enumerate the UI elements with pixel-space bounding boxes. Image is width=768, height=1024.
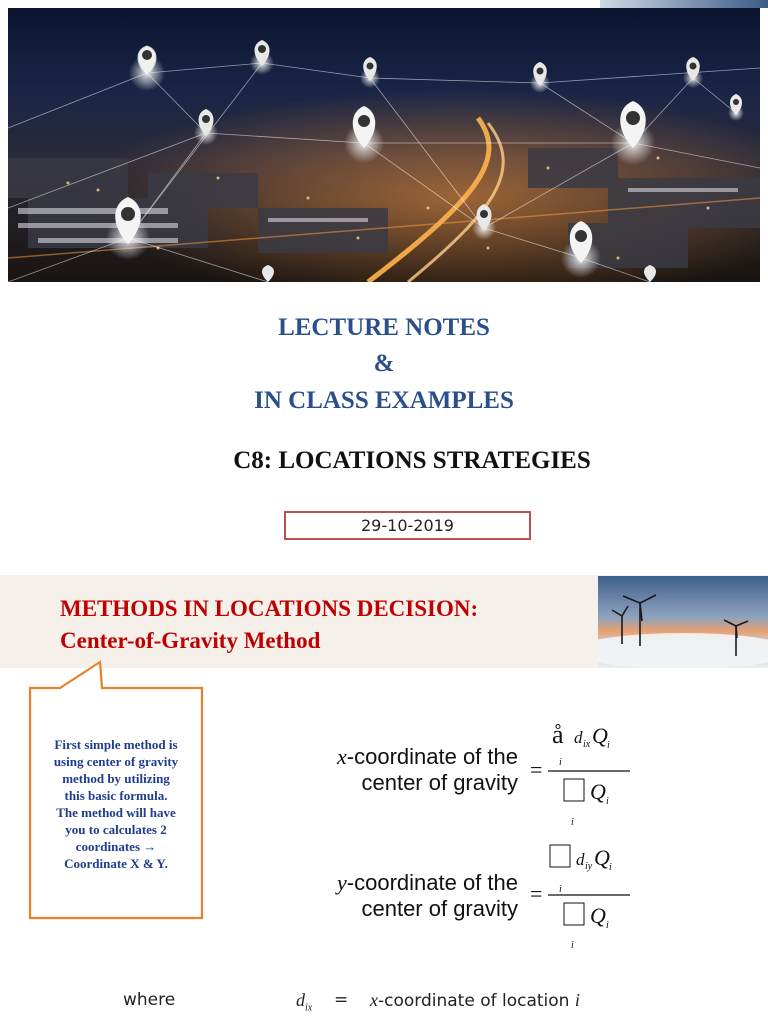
- svg-text:i: i: [571, 940, 574, 951]
- y-variable: y: [337, 870, 347, 895]
- svg-text:=: =: [530, 757, 543, 782]
- y-coordinate-label: [250, 870, 518, 922]
- y-label-text: -coordinate of the: [346, 870, 518, 895]
- definition-var: x: [370, 990, 378, 1010]
- equals-sign: =: [334, 990, 349, 1010]
- chapter-title: C8: LOCATIONS STRATEGIES: [233, 447, 591, 474]
- title-line-ampersand: &: [373, 350, 395, 377]
- svg-text:i: i: [606, 920, 609, 931]
- callout-text: [36, 736, 196, 872]
- city-network-hero-image: [8, 8, 760, 282]
- svg-text:d: d: [574, 728, 583, 747]
- callout-line: coordinates →: [75, 839, 157, 854]
- svg-text:=: =: [530, 881, 543, 906]
- svg-text:i: i: [606, 796, 609, 807]
- title-line-in-class-examples: IN CLASS EXAMPLES: [254, 387, 514, 414]
- d-symbol: [296, 990, 312, 1014]
- svg-text:Q: Q: [594, 845, 610, 870]
- callout-line: you to calculates 2: [65, 822, 167, 837]
- definition-text: [370, 990, 580, 1011]
- title-line-lecture-notes: LECTURE NOTES: [278, 314, 490, 341]
- svg-text:i: i: [559, 757, 562, 768]
- svg-text:i: i: [571, 817, 574, 828]
- svg-text:Q: Q: [590, 903, 606, 928]
- svg-text:i: i: [609, 862, 612, 873]
- svg-text:iy: iy: [585, 861, 593, 872]
- slide2-heading-line2: Center-of-Gravity Method: [60, 628, 321, 653]
- svg-text:å: å: [552, 720, 564, 749]
- svg-text:Q: Q: [592, 723, 608, 748]
- where-word: where: [123, 990, 176, 1010]
- slide2-heading-line1: METHODS IN LOCATIONS DECISION:: [60, 596, 479, 621]
- svg-text:i: i: [607, 740, 610, 751]
- definition-rest: -coordinate of location: [378, 991, 575, 1011]
- d-letter: d: [296, 990, 305, 1010]
- y-label-line2: center of gravity: [361, 896, 518, 921]
- date-box: 29-10-2019: [284, 511, 531, 540]
- where-definition-row: [0, 990, 768, 1014]
- center-of-gravity-formulas: [520, 705, 650, 960]
- x-coordinate-label: [250, 744, 518, 796]
- callout-line: Coordinate X & Y.: [64, 856, 168, 871]
- d-subscript: ix: [305, 1002, 313, 1014]
- definition-index: i: [574, 990, 580, 1010]
- callout-line: using center of gravity: [53, 754, 179, 769]
- x-label-text: -coordinate of the: [346, 744, 518, 769]
- svg-text:i: i: [559, 884, 562, 895]
- x-label-line2: center of gravity: [361, 770, 518, 795]
- svg-text:Q: Q: [590, 779, 606, 804]
- x-variable: x: [337, 744, 347, 769]
- wind-turbine-image: [598, 576, 768, 668]
- callout-line: The method will have: [56, 805, 176, 820]
- callout-line: method by utilizing: [62, 771, 170, 786]
- svg-text:ix: ix: [583, 739, 591, 750]
- svg-text:d: d: [576, 850, 585, 869]
- callout-line: First simple method is: [54, 737, 178, 752]
- decorative-corner-strip: [600, 0, 768, 8]
- callout-line: this basic formula.: [64, 788, 168, 803]
